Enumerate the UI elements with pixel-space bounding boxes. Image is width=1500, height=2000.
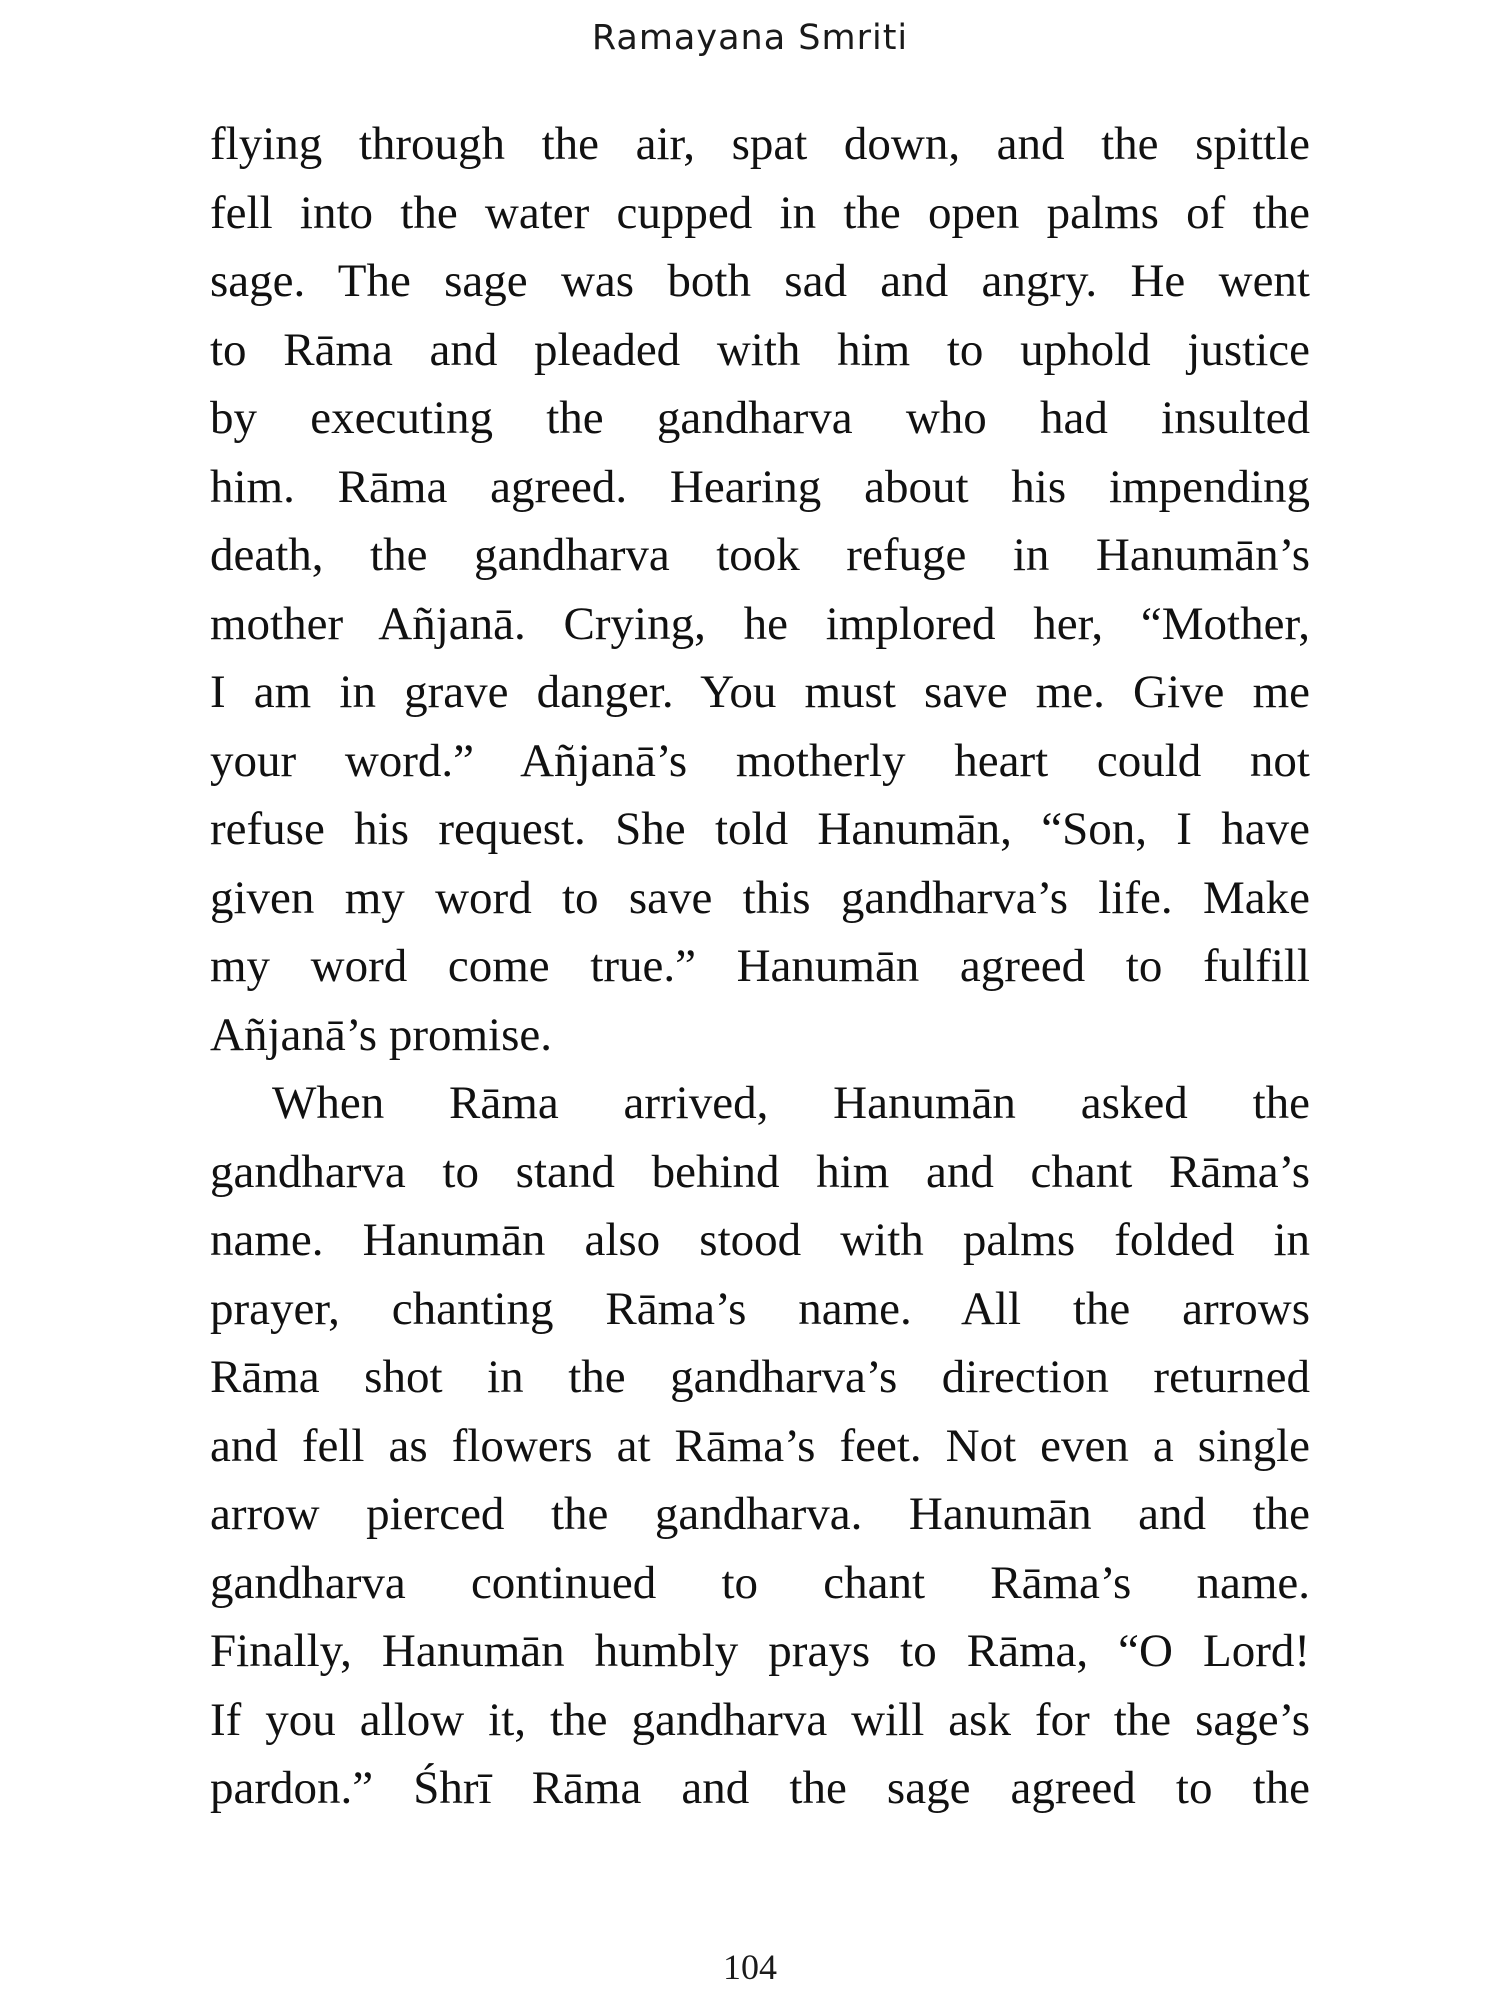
text-line: refuse his request. She told Hanumān, “Son, I have <box>210 803 1310 855</box>
text-line: mother Añjanā. Crying, he implored her, “Mother, <box>210 597 1310 650</box>
text-line: and fell as flowers at Rāma’s feet. Not even a single <box>210 1419 1310 1472</box>
text-line: death, the gandharva took refuge in Hanumān’s <box>210 529 1310 581</box>
text-line: him. Rāma agreed. Hearing about his impending <box>210 460 1310 513</box>
text-line: pardon.” Śhrī Rāma and the sage agreed to the <box>210 1762 1310 1814</box>
text-line: When Rāma arrived, Hanumān asked the <box>272 1077 1310 1129</box>
running-header: Ramayana Smriti <box>591 18 909 58</box>
text-line: arrow pierced the gandharva. Hanumān and the <box>210 1488 1310 1540</box>
text-line: I am in grave danger. You must save me. Give me <box>210 666 1310 718</box>
text-line: sage. The sage was both sad and angry. He went <box>210 255 1310 307</box>
text-line: given my word to save this gandharva’s life. Make <box>210 871 1310 924</box>
page-number: 104 <box>723 1947 777 1987</box>
text-line: flying through the air, spat down, and the spittle <box>210 118 1310 170</box>
text-line: to Rāma and pleaded with him to uphold justice <box>210 323 1310 376</box>
body-text <box>210 110 1310 1823</box>
text-line: Finally, Hanumān humbly prays to Rāma, “O Lord! <box>210 1625 1310 1677</box>
text-line: Rāma shot in the gandharva’s direction returned <box>210 1351 1310 1403</box>
text-line: your word.” Añjanā’s motherly heart could not <box>210 734 1310 787</box>
text-line: prayer, chanting Rāma’s name. All the arrows <box>210 1282 1310 1335</box>
text-line: fell into the water cupped in the open palms of the <box>210 186 1310 239</box>
text-line: gandharva continued to chant Rāma’s name. <box>210 1556 1310 1609</box>
text-line: If you allow it, the gandharva will ask for the sage’s <box>210 1693 1310 1746</box>
text-line: gandharva to stand behind him and chant Rāma’s <box>210 1145 1310 1198</box>
text-line: my word come true.” Hanumān agreed to fulfill <box>210 940 1310 992</box>
text-line: Añjanā’s promise. <box>210 1008 552 1061</box>
text-line: name. Hanumān also stood with palms folded in <box>210 1214 1310 1266</box>
text-line: by executing the gandharva who had insulted <box>210 392 1310 444</box>
